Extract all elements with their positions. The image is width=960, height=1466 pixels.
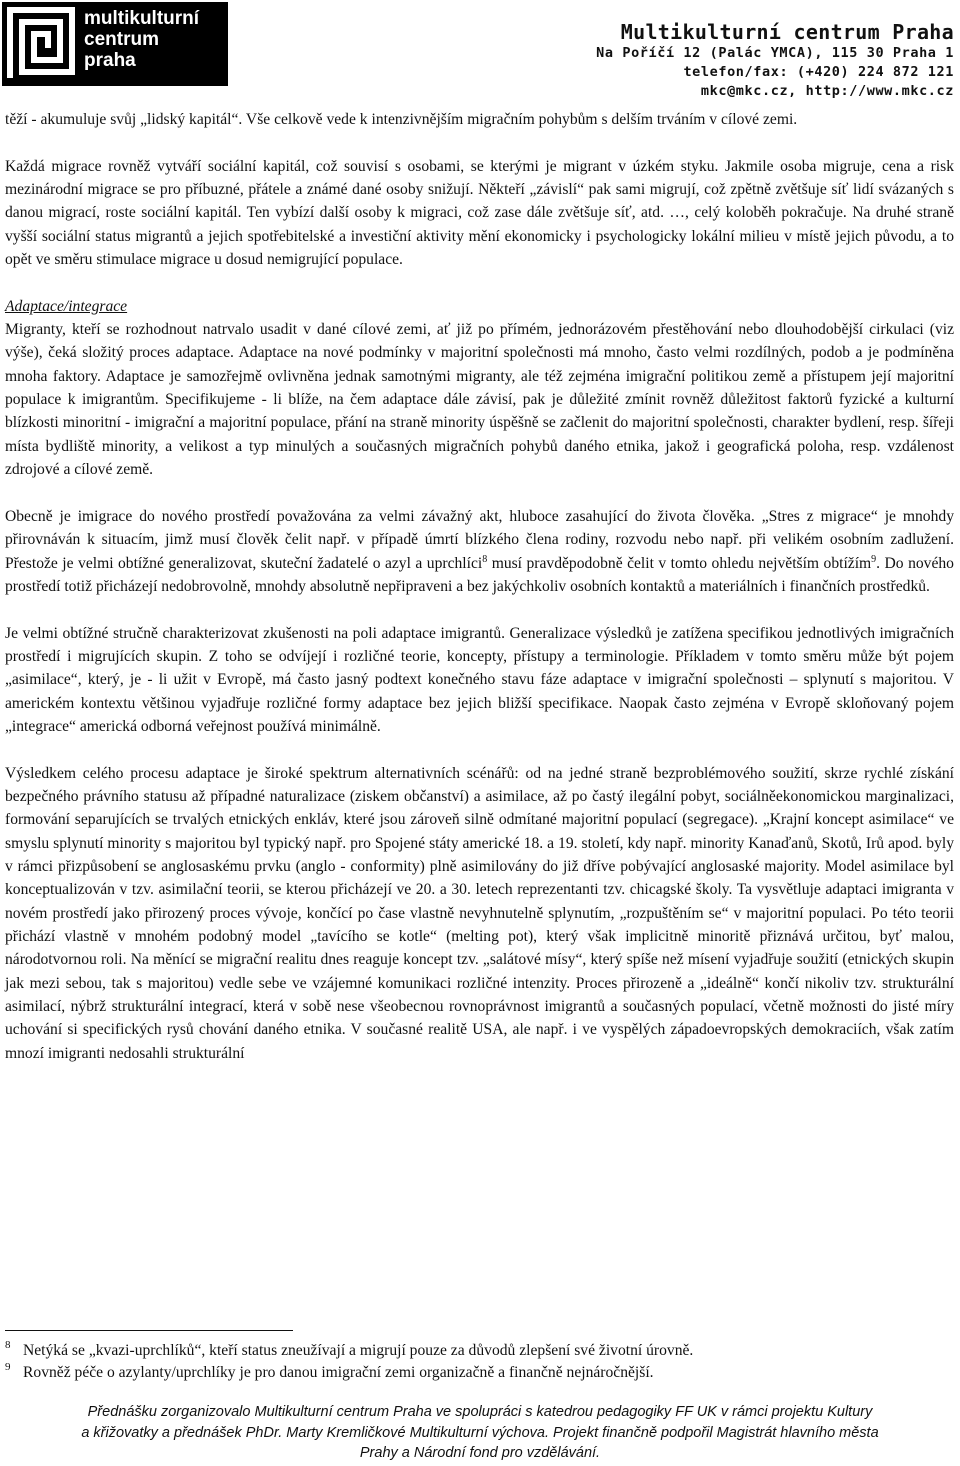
footnote <box>5 1362 954 1384</box>
footer-line-3: Prahy a Národní fond pro vzdělávání. <box>359 1445 601 1461</box>
org-phone: telefon/fax: (+420) 224 872 121 <box>683 64 954 80</box>
paragraph-5: Je velmi obtížné stručně charakterizovat zkušenosti na poli adaptace imigrantů. Generalizace výsledků je zatížena specifikou jednotlivých imigračních prostředí i migrujících skupin. Z toho se odvíjejí i rozličné teorie, koncepty, přístupy a terminologie. Příkladem v tomto směru může být pojem „asimilace“, který, je - li užit v Evropě, má často jasný podtext konečného stavu fáze adaptace v imigrační společnosti – splynutí s majoritou. V americkém kontextu většinou vyjadřuje rozličné formy adaptace bez jejich bližší specifikace. Naopak často zejména v Evropě skloňovaný pojem „integrace“ americká odborná veřejnost používá minimálně. <box>5 624 954 735</box>
footer-line-1: Přednášku zorganizovalo Multikulturní centrum Praha ve spolupráci s katedrou pedagogiky FF UK v rámci projektu Kultury <box>87 1404 873 1420</box>
footnote-ref-9: 9 <box>871 553 877 565</box>
org-address: Na Poříčí 12 (Palác YMCA), 115 30 Praha 1 <box>596 45 954 61</box>
footnote-number: 9 <box>5 1361 11 1373</box>
paragraph-6: Výsledkem celého procesu adaptace je široké spektrum alternativních scénářů: od na jedné straně bezproblémového soužití, skrze rychlé získání bezpečného právního statusu až případné naturalizace (ziskem občanství) a asimilace, až po častý ilegální pobyt, sociálněekonomickou marginalizaci, formování separujících se trvalých etnických enkláv, které jsou zároveň silně odmítané majoritní populací (segregace). „Krajní koncept asimilace“ ve smyslu splynutí minority s majoritou byl typický např. pro Spojené státy americké 18. a 19. století, kdy např. minority Kanaďanů, Skotů, Irů apod. byly v rámci přizpůsobení se anglosaskému prvku (anglo - conformity) plně asimilovány do již dříve pobývající anglosaské majority. Model asimilace byl konceptualizován v tzv. asimilační teorii, se kterou přicházejí ve 20. a 30. letech reprezentanti tzv. chicagské školy. Ta vysvětluje adaptaci imigranta v novém prostředí jako přirozený proces vývoje, končící po čase vlastně nevyhnutelně splynutím, „rozpuštěním se“ v majoritní populaci. Po této teorii přichází vlastně v mnohém podobný model „tavícího se kotle“ (melting pot), který však implicitně minoritě přiznává určitou, byť malou, národotvornou roli. Na měnící se migrační realitu dnes reaguje koncept tzv. „salátové mísy“, který spíše než mísení vyjadřuje soužití (etnických skupin jak mezi sebou, tak s majoritou) vedle sebe ve vzájemné komunikaci rozličné intenzity. Proces přirozeně a „ideálně“ končí nikoliv tzv. strukturální asimilací, nýbrž strukturální integrací, která v sobě nese všeobecnou rovnoprávnost imigrantů a současných populací, včetně možnosti do jisté míry uchování si specifických rysů chování daného etnika. V současné realitě USA, ale např. i ve vyspělých západoevropských demokraciích, však zatím mnozí imigranti nedosahli strukturální <box>5 764 954 1062</box>
footnote-number: 8 <box>5 1339 11 1351</box>
footnotes <box>5 1340 954 1384</box>
paragraph-4-part-a: Obecně je imigrace do nového prostředí považována za velmi závažný akt, hluboce zasahující do života člověka. „Stres z migrace“ je mnohdy přirovnáván k situacím, jimž musí člověk čelit např. v případě úmrtí blízkého člena rodiny, rozvodu nebo např. při velikém osobním zadlužení. Přestože je velmi obtížné generalizovat, skuteční žadatelé o azyl a uprchlíci <box>5 507 954 572</box>
main-text <box>5 108 954 1088</box>
footnote-separator <box>5 1330 293 1331</box>
footnote-ref-8: 8 <box>482 553 488 565</box>
paragraph-4 <box>5 505 954 598</box>
footnote-text: Netýká se „kvazi-uprchlíků“, kteří status zneužívají a migrují pouze za důvodů zlepšení své životní úrovně. <box>23 1342 694 1359</box>
org-contact: mkc@mkc.cz, http://www.mkc.cz <box>700 83 954 99</box>
paragraph-3: Migranty, kteří se rozhodnout natrvalo usadit v dané cílové zemi, ať již po přímém, jednorázovém přestěhování nebo dlouhodobější cirkulaci (viz výše), čeká složitý proces adaptace. Adaptace na nové podmínky v majoritní společnosti má mnoho, často velmi rozdílných, podob a je podmíněna mnoha faktory. Adaptace je samozřejmě ovlivněna jednak samotnými migranty, ale též zejména imigrační politikou země a přístupem její majoritní populace k imigrantům. Specifikujeme - li blíže, na čem adaptace dále závisí, pak je důležité zmínit rovněž důležitost faktorů fyzické a kulturní blízkosti minoritní - imigrační a majoritní populace, přání na straně minority úspěšně se začlenit do majoritní společnosti, charakter bydlení, resp. šířeji místa bydliště minority, a velikost a typ minulých a současných migračních pohybů daného etnika, jakož i geografická poloha, resp. vzdálenost zdrojové a cílové země. <box>5 321 954 479</box>
header-contact <box>596 20 954 101</box>
org-name: Multikulturní centrum Praha <box>620 20 954 44</box>
page-footer <box>0 1402 960 1464</box>
paragraph-4-part-c: . Do nového prostředí totiž přicházejí nedobrovolně, mnohdy absolutně nepřipraveni a bez jakýchkoliv osobních kontaktů a materiálních i finančních prostředků. <box>5 554 954 595</box>
paragraph-2: Každá migrace rovněž vytváří sociální kapitál, což souvisí s osobami, se kterými je migrant v úzkém styku. Jakmile osoba migruje, cena a risk mezinárodní migrace se pro příbuzné, přátele a známé dané osoby snižují. Někteří „závislí“ pak sami migrují, což zpětně zvětšuje síť lidí svázaných s danou migrací, roste sociální kapitál. Ten vybízí další osoby k migraci, což zase dále zvětšuje síť, atd. …, celý koloběh pokračuje. Na druhé straně vyšší sociální status migrantů a jejich spotřebitelské a investiční aktivity mění ekonomicky i psychologicky lokální milieu v místě jejich původu, a to opět ve směru stimulace migrace u dosud nemigrující populace. <box>5 157 954 269</box>
logo-line-3: praha <box>84 50 136 71</box>
footer-line-2: a křižovatky a přednášek PhDr. Marty Kremličkové Multikulturní výchova. Projekt finančně podpořil Magistrát hlavního města <box>81 1424 879 1441</box>
footnote <box>5 1340 954 1362</box>
spiral-logo-icon <box>2 2 82 86</box>
footnote-text: Rovněž péče o azylanty/uprchlíky je pro danou imigrační zemi organizačně a finančně nejnáročnější. <box>23 1364 654 1381</box>
logo-line-1: multikulturní <box>84 8 200 29</box>
mkc-logo <box>2 2 228 86</box>
section-heading: Adaptace/integrace <box>5 297 128 315</box>
logo-line-2: centrum <box>84 29 159 50</box>
paragraph-4-part-b: musí pravděpodobně čelit v tomto ohledu největším obtížím <box>487 554 872 572</box>
logo-text <box>84 8 199 71</box>
paragraph-1: těží - akumuluje svůj „lidský kapitál“. Vše celkově vede k intenzivnějším migračním pohybům s delším trváním v cílové zemi. <box>5 111 798 128</box>
